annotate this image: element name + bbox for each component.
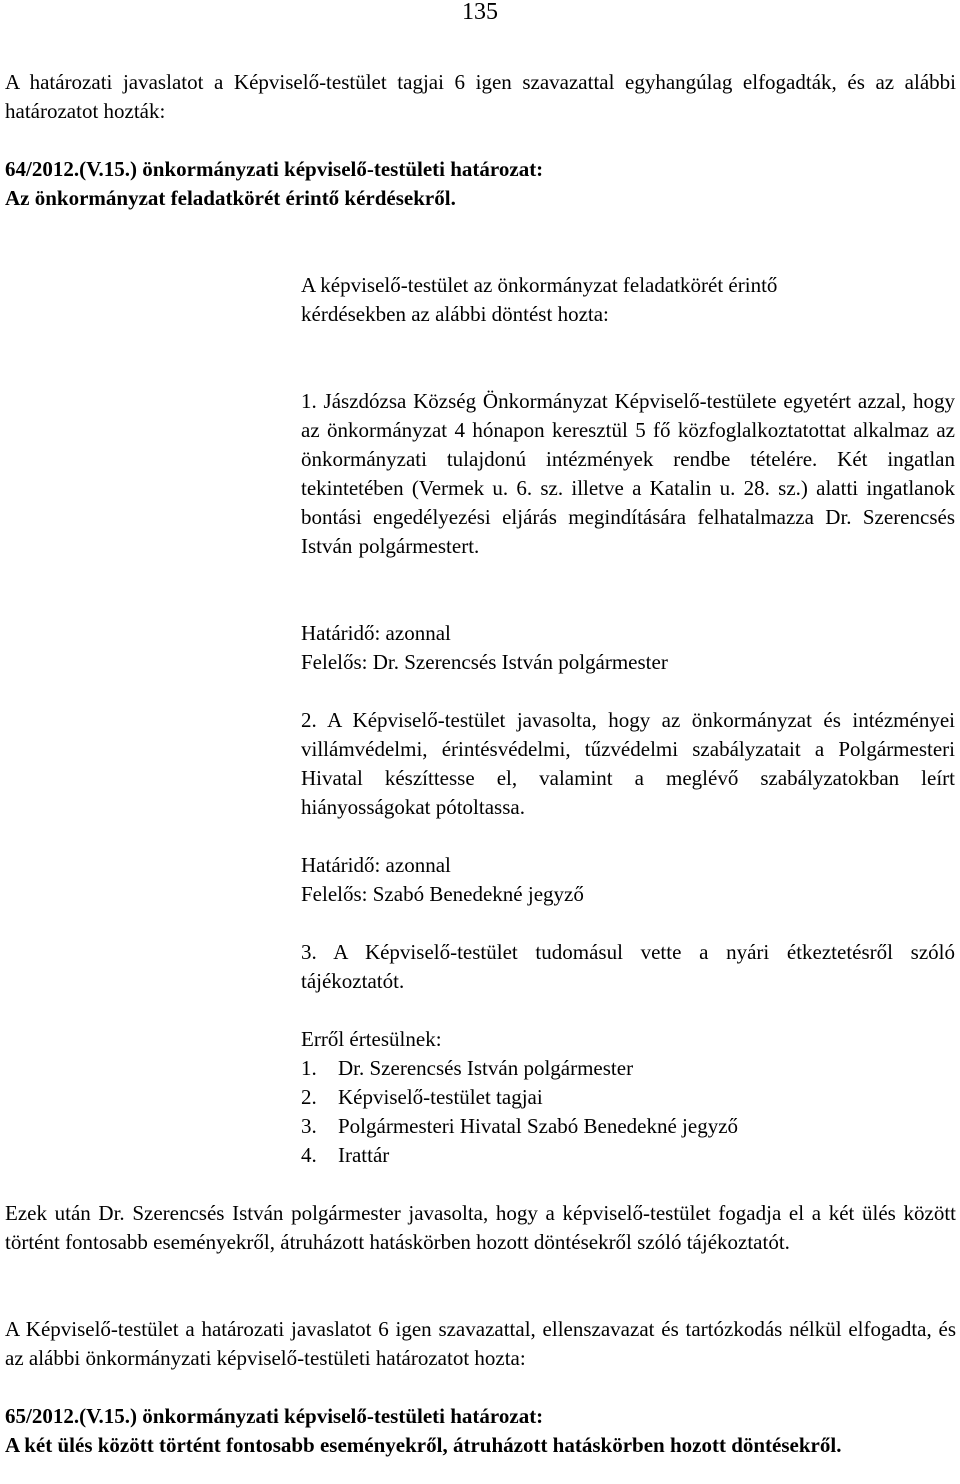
decision-intro (301, 271, 955, 329)
resolution-65-subject: A két ülés között történt fontosabb eseményekről, átruházott hatáskörben hozott döntésekről. (5, 1433, 842, 1457)
intro-paragraph: A határozati javaslatot a Képviselő-testület tagjai 6 igen szavazattal egyhangúlag elfogadták, és az alábbi határozatot hozták: (5, 70, 956, 123)
notify-item-number: 3. (301, 1114, 317, 1138)
point-2-text: 2. A Képviselő-testület javasolta, hogy az önkormányzat és intézményei villámvédelmi, érintésvédelmi, tűzvédelmi szabályzatait a Polgármesteri Hivatal készíttesse el, valamint a meglévő szabályzatokban leírt hiányosságokat pótoltassa. (301, 708, 955, 819)
point-1-responsible: Felelős: Dr. Szerencsés István polgármester (301, 650, 668, 674)
notify-item (301, 1112, 955, 1141)
resolution-65-number: 65/2012.(V.15.) önkormányzati képviselő-testületi határozat: (5, 1404, 544, 1428)
notify-item-number: 2. (301, 1085, 317, 1109)
page-number: 135 (462, 0, 498, 25)
notify-list (301, 1054, 955, 1170)
point-2-responsible: Felelős: Szabó Benedekné jegyző (301, 882, 584, 906)
notify-item-number: 1. (301, 1056, 317, 1080)
point-1-deadline: Határidő: azonnal (301, 621, 451, 645)
notify-item-number: 4. (301, 1143, 317, 1167)
notify-item-text: Dr. Szerencsés István polgármester (338, 1056, 634, 1080)
point-2-deadline: Határidő: azonnal (301, 853, 451, 877)
point-1-text: 1. Jászdózsa Község Önkormányzat Képviselő-testülete egyetért azzal, hogy az önkormányzat 4 hónapon keresztül 5 fő közfoglalkoztatottat alkalmaz az önkormányzati tulajdonú intézmények rendbe tételére. Két ingatlan tekintetében (Vermek u. 6. sz. illetve a Katalin u. 28. sz.) alatti ingatlanok bontási engedélyezési eljárás megindítására felhatalmazza Dr. Szerencsés István polgármestert. (301, 389, 955, 558)
notify-item-text: Irattár (338, 1143, 390, 1167)
point-1-meta (301, 619, 955, 677)
resolution-65-heading (5, 1402, 956, 1460)
resolution-64-subject: Az önkormányzat feladatkörét érintő kérdésekről. (5, 186, 456, 210)
notify-item (301, 1141, 955, 1170)
decision-intro-line2: kérdésekben az alábbi döntést hozta: (301, 302, 609, 326)
after-paragraph: Ezek után Dr. Szerencsés István polgármester javasolta, hogy a képviselő-testület fogadja el a két ülés között történt fontosabb eseményekről, átruházott hatáskörben hozott döntésekről szóló tájékoztatót. (5, 1201, 956, 1254)
notify-item (301, 1054, 955, 1083)
vote-paragraph: A Képviselő-testület a határozati javaslatot 6 igen szavazattal, ellenszavazat és tartózkodás nélkül elfogadta, és az alábbi önkormányzati képviselő-testületi határozatot hozta: (5, 1317, 956, 1370)
resolution-64-heading (5, 155, 956, 213)
decision-intro-line1: A képviselő-testület az önkormányzat feladatkörét érintő (301, 273, 778, 297)
notify-item-text: Képviselő-testület tagjai (338, 1085, 543, 1109)
notify-item-text: Polgármesteri Hivatal Szabó Benedekné jegyző (338, 1114, 739, 1138)
notify-item (301, 1083, 955, 1112)
notify-block (301, 1025, 955, 1170)
point-2-meta (301, 851, 955, 909)
point-3-text: 3. A Képviselő-testület tudomásul vette a nyári étkeztetésről szóló tájékoztatót. (301, 940, 955, 993)
notify-heading: Erről értesülnek: (301, 1027, 442, 1051)
resolution-64-number: 64/2012.(V.15.) önkormányzati képviselő-testületi határozat: (5, 157, 544, 181)
